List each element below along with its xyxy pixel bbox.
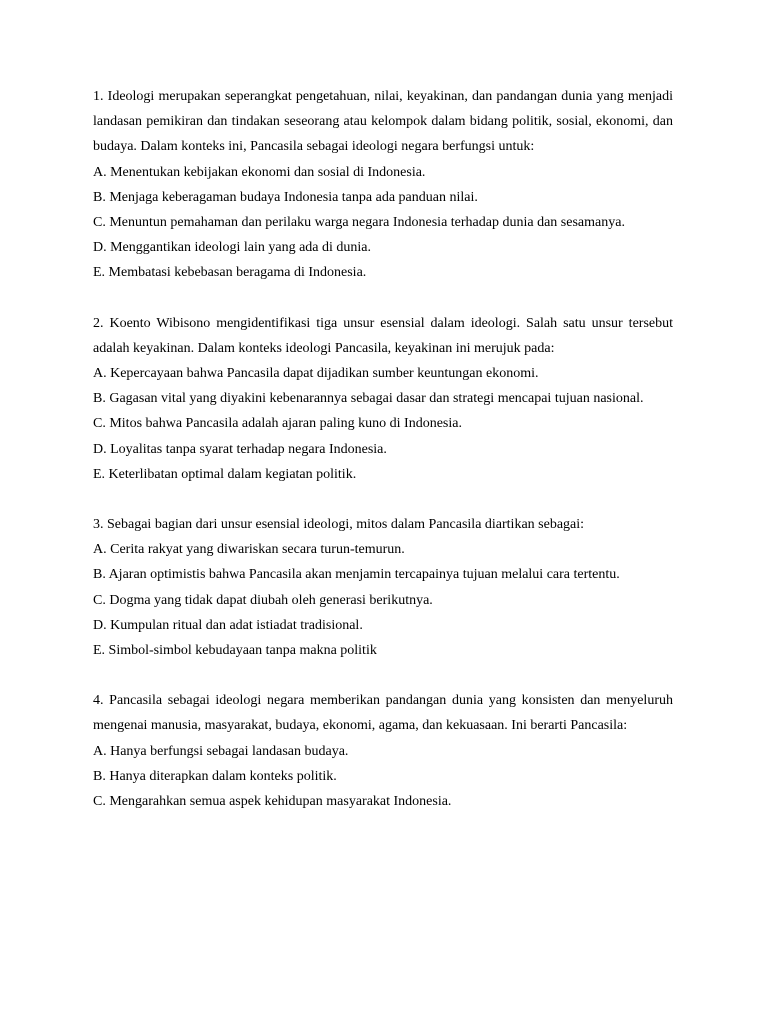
document-page [93, 84, 673, 839]
option-b: B. Hanya diterapkan dalam konteks politik. [93, 768, 337, 784]
option-c: C. Mitos bahwa Pancasila adalah ajaran paling kuno di Indonesia. [93, 416, 462, 432]
option-c: C. Mengarahkan semua aspek kehidupan masyarakat Indonesia. [93, 794, 452, 810]
option-b: B. Ajaran optimistis bahwa Pancasila akan menjamin tercapainya tujuan melalui cara tertentu. [93, 567, 620, 583]
option-d: D. Menggantikan ideologi lain yang ada di dunia. [93, 240, 371, 256]
option-a: A. Kepercayaan bahwa Pancasila dapat dijadikan sumber keuntungan ekonomi. [93, 366, 539, 382]
option-d: D. Kumpulan ritual dan adat istiadat tradisional. [93, 617, 363, 633]
option-b: B. Menjaga keberagaman budaya Indonesia tanpa ada panduan nilai. [93, 189, 478, 205]
question-4 [93, 688, 673, 814]
question-1 [93, 84, 673, 286]
option-e: E. Keterlibatan optimal dalam kegiatan politik. [93, 466, 357, 482]
question-text: 4. Pancasila sebagai ideologi negara memberikan pandangan dunia yang konsisten dan menyeluruh mengenai manusia, masyarakat, budaya, ekonomi, agama, dan kekuasaan. Ini berarti Pancasila: [93, 693, 673, 734]
question-text: 3. Sebagai bagian dari unsur esensial ideologi, mitos dalam Pancasila diartikan sebagai: [93, 517, 585, 533]
option-e: E. Simbol-simbol kebudayaan tanpa makna politik [93, 643, 377, 659]
option-a: A. Menentukan kebijakan ekonomi dan sosial di Indonesia. [93, 164, 426, 180]
option-a: A. Hanya berfungsi sebagai landasan budaya. [93, 743, 349, 759]
option-a: A. Cerita rakyat yang diwariskan secara turun-temurun. [93, 542, 405, 558]
question-text: 1. Ideologi merupakan seperangkat pengetahuan, nilai, keyakinan, dan pandangan dunia yang menjadi landasan pemikiran dan tindakan seseorang atau kelompok dalam bidang politik, sosial, ekonomi, dan budaya. Dalam konteks ini, Pancasila sebagai ideologi negara berfungsi untuk: [93, 89, 673, 155]
question-2 [93, 311, 673, 487]
option-d: D. Loyalitas tanpa syarat terhadap negara Indonesia. [93, 441, 387, 457]
option-b: B. Gagasan vital yang diyakini kebenarannya sebagai dasar dan strategi mencapai tujuan nasional. [93, 391, 644, 407]
option-c: C. Menuntun pemahaman dan perilaku warga negara Indonesia terhadap dunia dan sesamanya. [93, 215, 625, 231]
question-text: 2. Koento Wibisono mengidentifikasi tiga unsur esensial dalam ideologi. Salah satu unsur tersebut adalah keyakinan. Dalam konteks ideologi Pancasila, keyakinan ini merujuk pada: [93, 315, 673, 356]
option-c: C. Dogma yang tidak dapat diubah oleh generasi berikutnya. [93, 592, 433, 608]
question-3 [93, 512, 673, 663]
option-e: E. Membatasi kebebasan beragama di Indonesia. [93, 265, 367, 281]
